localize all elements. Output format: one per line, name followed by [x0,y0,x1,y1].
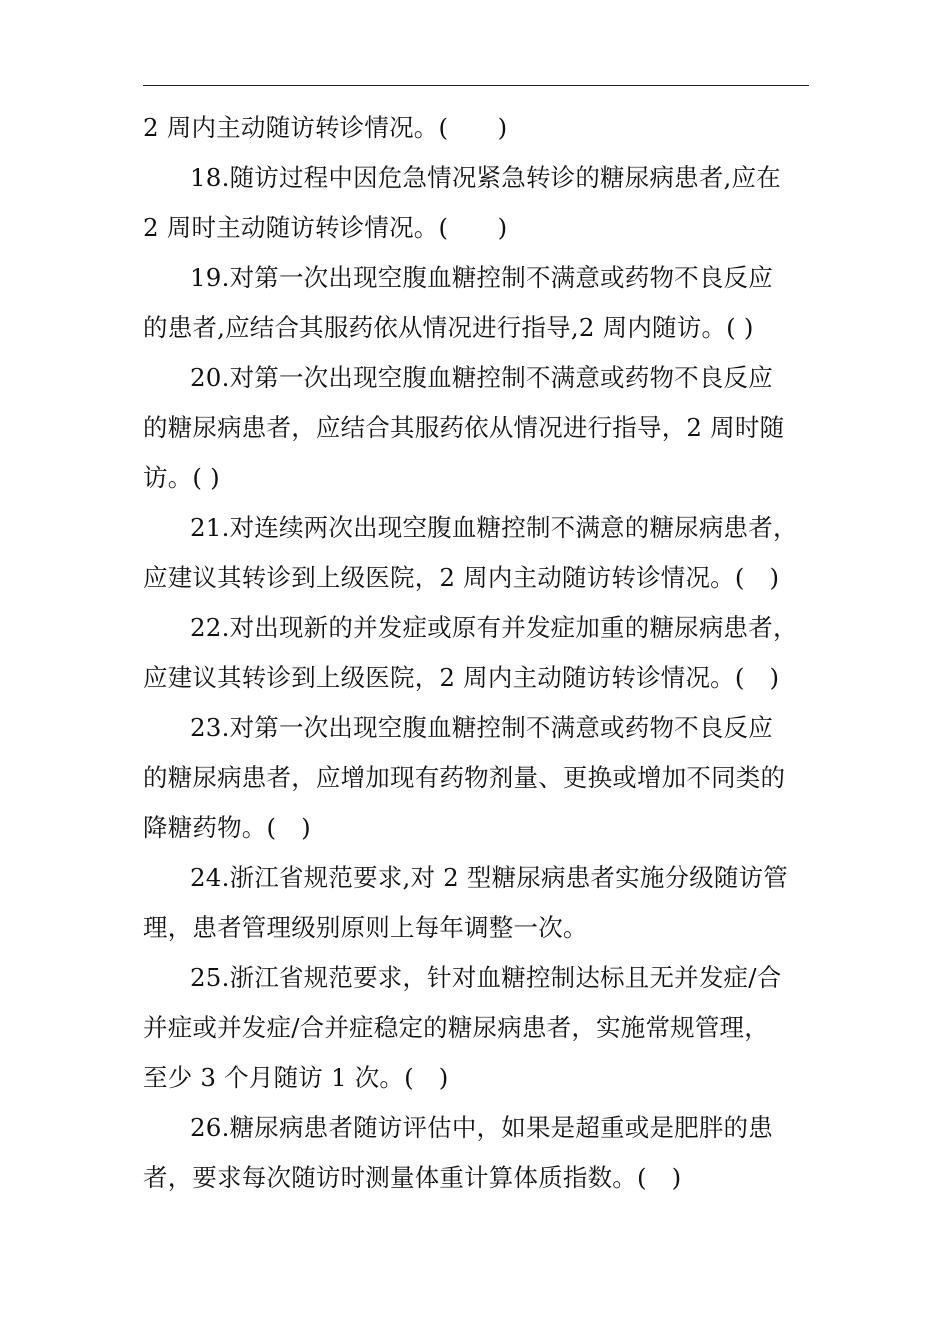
text-line: 25.浙江省规范要求，针对血糖控制达标且无并发症/合 [190,963,782,992]
text-line: 降糖药物。( ) [143,813,311,842]
text-line: 19.对第一次出现空腹血糖控制不满意或药物不良反应 [190,263,773,292]
text-line: 23.对第一次出现空腹血糖控制不满意或药物不良反应 [190,713,773,742]
text-line: 的糖尿病患者，应结合其服药依从情况进行指导，2 周时随 [143,413,785,442]
question-23 [143,703,843,853]
question-19 [143,253,843,353]
question-21 [143,503,843,603]
question-18 [143,153,843,253]
document-body [143,103,843,1203]
text-line: 2 周时主动随访转诊情况。( ) [143,213,508,242]
text-line: 并症或并发症/合并症稳定的糖尿病患者，实施常规管理， [143,1013,769,1042]
question-20 [143,353,843,503]
text-line: 理，患者管理级别原则上每年调整一次。 [143,913,588,942]
text-line: 应建议其转诊到上级医院，2 周内主动随访转诊情况。( ) [143,663,780,692]
text-line: 应建议其转诊到上级医院，2 周内主动随访转诊情况。( ) [143,563,780,592]
text-line: 24.浙江省规范要求,对 2 型糖尿病患者实施分级随访管 [190,863,789,892]
text-line: 22.对出现新的并发症或原有并发症加重的糖尿病患者， [190,613,798,642]
question-24 [143,853,843,953]
question-26 [143,1103,843,1203]
text-line: 18.随访过程中因危急情况紧急转诊的糖尿病患者,应在 [190,163,781,192]
paragraph-17-continuation [143,103,843,153]
text-line: 者，要求每次随访时测量体重计算体质指数。( ) [143,1163,682,1192]
header-rule [143,85,809,86]
text-line: 21.对连续两次出现空腹血糖控制不满意的糖尿病患者， [190,513,798,542]
text-line: 至少 3 个月随访 1 次。( ) [143,1063,449,1092]
question-25 [143,953,843,1103]
text-line: 访。( ) [143,463,220,492]
text-line: 26.糖尿病患者随访评估中，如果是超重或是肥胖的患 [190,1113,773,1142]
text-line: 2 周内主动随访转诊情况。( ) [143,113,508,142]
text-line: 20.对第一次出现空腹血糖控制不满意或药物不良反应 [190,363,773,392]
text-line: 的患者,应结合其服药依从情况进行指导,2 周内随访。( ) [143,313,754,342]
question-22 [143,603,843,703]
text-line: 的糖尿病患者，应增加现有药物剂量、更换或增加不同类的 [143,763,786,792]
